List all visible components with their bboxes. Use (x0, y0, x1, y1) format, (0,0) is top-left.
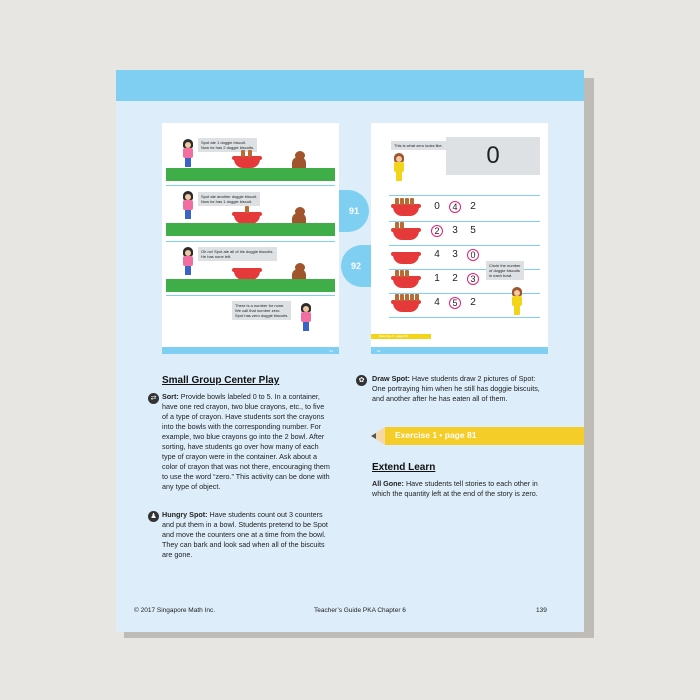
grass-strip (166, 168, 335, 181)
speech-bubble: Circle the number of doggie biscuits in each bowl. (486, 261, 524, 280)
hungry-spot-paragraph: Hungry Spot: Have students count out 3 counters and put them in a bowl. Students pretend to be Spot and move the counters one at a time from the bowl. They can bark and look sad when all of the biscuits are gone. (162, 510, 328, 559)
exercise-tiny-label: Exercise 1 • page 81 (379, 334, 408, 338)
thumb-footer-bar (162, 347, 339, 354)
speech-bubble: This is what zero looks like. (391, 141, 446, 150)
circled-number: 2 (431, 225, 443, 237)
page-number: 139 (536, 607, 547, 614)
draw-spot-paragraph: Draw Spot: Have students draw 2 pictures of Spot: One portraying him when he still has doggie biscuits, and another after he has eaten all of them. (372, 374, 540, 403)
thumb-footer-bar (371, 347, 548, 354)
girl-figure (511, 287, 523, 315)
bowl (393, 279, 419, 288)
extend-learn-heading: Extend Learn (372, 462, 436, 473)
girl-figure (182, 191, 194, 219)
number-choice: 5 (470, 225, 476, 236)
girl-figure (393, 153, 405, 181)
zero-display: 0 (446, 137, 540, 175)
speech-bubble: Spot ate 1 doggie biscuit. Now he has 2 doggie biscuits. (198, 138, 257, 152)
page-tab-92: 92 (341, 245, 371, 287)
small-group-heading: Small Group Center Play (162, 375, 280, 386)
number-choice: 3 (452, 249, 458, 260)
grass-strip (166, 279, 335, 292)
number-choice: 2 (470, 297, 476, 308)
bowl (234, 159, 260, 168)
girl-figure (182, 247, 194, 275)
circled-number: 3 (467, 273, 479, 285)
number-choice: 0 (434, 201, 440, 212)
draw-icon: ✿ (356, 375, 367, 386)
circled-number: 5 (449, 297, 461, 309)
girl-figure (300, 303, 312, 331)
number-choice: 4 (434, 297, 440, 308)
speech-bubble: Oh no! Spot ate all of his doggie biscuits. He has none left. (198, 247, 277, 261)
circled-number: 4 (449, 201, 461, 213)
all-gone-paragraph: All Gone: Have students tell stories to each other in which the quantity left at the end of the story is zero. (372, 479, 538, 498)
girl-figure (182, 139, 194, 167)
hungry-icon: ♟ (148, 511, 159, 522)
copyright: © 2017 Singapore Math Inc. (134, 607, 216, 614)
thumbnail-page-92 (371, 123, 548, 354)
bowl (393, 207, 419, 216)
number-choice: 2 (452, 273, 458, 284)
sort-icon: ⇄ (148, 393, 159, 404)
number-choice: 3 (452, 225, 458, 236)
sort-paragraph: Sort: Provide bowls labeled 0 to 5. In a container, have one red crayon, two blue crayons, etc., to five of a type of crayon. Have students sort the crayons into the bowls with the corresponding number. For example, two blue crayons go into the 2 bowl. After sorting, have students go over how many of each type of crayon were in the container. Ask about a color of crayon that was not there, encouraging them to use the word “zero.” This activity can be done with any type of object. (162, 392, 330, 491)
exercise-label: Exercise 1 • page 81 (395, 430, 477, 440)
top-bar (116, 70, 584, 101)
exercise-pencil-banner (371, 427, 584, 445)
thumb-page-number: 91 (329, 349, 333, 353)
grass-strip (166, 223, 335, 236)
number-choice: 4 (434, 249, 440, 260)
page-tab-91: 91 (339, 190, 369, 232)
number-choice: 2 (470, 201, 476, 212)
speech-bubble: Spot ate another doggie biscuit. Now he has 1 doggie biscuit. (198, 192, 260, 206)
circled-number: 0 (467, 249, 479, 261)
bowl (393, 303, 419, 312)
speech-bubble: There is a number for none. We call that number zero. Spot has zero doggie biscuits. (232, 301, 291, 320)
bowl (393, 255, 419, 264)
bowl (393, 231, 419, 240)
thumbnail-page-91 (162, 123, 339, 354)
thumb-page-number: 92 (377, 349, 381, 353)
number-choice: 1 (434, 273, 440, 284)
guide-title: Teacher’s Guide PKA Chapter 6 (314, 607, 406, 614)
textbook-page (116, 70, 584, 632)
